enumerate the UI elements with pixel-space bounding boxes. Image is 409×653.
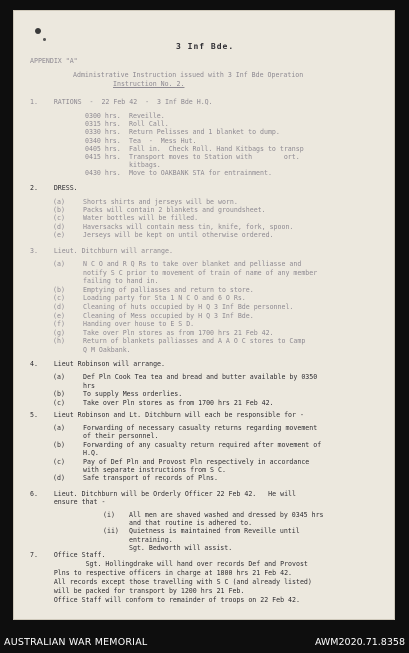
list-text: hrs <box>83 381 95 390</box>
list-text: Return of blankets palliasses and A A O C stores to Camp <box>83 337 306 346</box>
list-label: (ii) <box>103 527 119 536</box>
list-text: Pay of Def Pln and Provost Pln respectively in accordance <box>83 457 310 466</box>
list-text: Water bottles will be filled. <box>83 214 199 223</box>
list-label: (d) <box>53 222 65 231</box>
list-label: (c) <box>53 457 65 466</box>
list-text: with separate instructions from S C. <box>83 466 226 474</box>
list-text: Cleaning of Mess occupied by H Q 3 Inf Bde. <box>83 311 254 320</box>
list-label: (c) <box>53 398 65 407</box>
intro-line: Administrative Instruction issued with 3 Inf Bde Operation <box>73 71 304 79</box>
list-label: (i) <box>103 511 115 519</box>
list-text: Forwarding of any casualty return required after movement of <box>83 440 322 449</box>
list-label: (c) <box>53 294 65 303</box>
list-text: Cleaning of huts occupied by H Q 3 Inf Bde personnel. <box>83 303 294 311</box>
list-text: of their personnel. <box>83 432 159 441</box>
section-7-heading: 7. Office Staff. <box>30 551 106 559</box>
event-cell: kitbags. <box>129 161 161 170</box>
event-cell: Roll Call. <box>129 120 169 129</box>
list-text: and that routine is adhered to. <box>129 519 253 528</box>
event-cell: Transport moves to Station with ort. <box>129 153 300 161</box>
list-label: (g) <box>53 328 65 337</box>
body-line: Sgt. Hollingdrake will hand over records Def and Provost <box>30 560 308 568</box>
list-text: Take over Pln stores as from 1700 hrs 21 Feb 42. <box>83 328 274 337</box>
document-heading: 3 Inf Bde. <box>176 42 235 51</box>
list-text: Loading party for Sta 1 N C O and 6 O Rs. <box>83 294 246 303</box>
list-text: Q M Oakbank. <box>83 346 131 354</box>
section-4-heading: 4. Lieut Robinson will arrange. <box>30 360 165 368</box>
section-6-heading: 6. Lieut. Ditchburn will be Orderly Officer 22 Feb 42. He will <box>30 490 296 498</box>
list-text: Forwarding of necessary casualty returns regarding movement <box>83 424 318 432</box>
list-text: To supply Mess orderlies. <box>83 390 183 399</box>
list-label: (b) <box>53 390 65 399</box>
list-label: (d) <box>53 474 65 483</box>
list-label: (e) <box>53 230 65 239</box>
time-cell: 0340 hrs. <box>85 136 121 145</box>
list-text: entraining. <box>129 535 173 544</box>
list-text: All men are shaved washed and dressed by 0345 hrs <box>129 511 324 519</box>
body-line: Office Staff will conform to remainder of troops on 22 Feb 42. <box>30 596 300 604</box>
list-text: Haversacks will contain mess tin, knife, fork, spoon. <box>83 222 294 231</box>
document-page <box>13 10 395 620</box>
list-text: notify S C prior to movement of train of name of any member <box>83 268 318 277</box>
body-line: All records except those travelling with S C (and already listed) <box>30 578 312 586</box>
list-text: Shorts shirts and jerseys will be worn. <box>83 198 238 206</box>
list-label: (a) <box>53 198 65 206</box>
list-text: Handing over house to E S D. <box>83 320 195 329</box>
footer-credit: AUSTRALIAN WAR MEMORIAL <box>4 637 148 648</box>
section-6-heading-2: ensure that - <box>30 498 106 506</box>
list-text: Def Pln Cook Tea tea and bread and butter available by 0350 <box>83 373 318 381</box>
list-text: H.Q. <box>83 449 99 458</box>
list-text: Sgt. Bedworth will assist. <box>129 543 233 552</box>
time-cell: 0430 hrs. <box>85 169 121 178</box>
event-cell: Return Pelisses and 1 blanket to dump. <box>129 128 280 137</box>
list-label: (f) <box>53 320 65 329</box>
list-label: (b) <box>53 285 65 294</box>
list-text: N C O and R Q Rs to take over blanket and pelliasse and <box>83 260 302 268</box>
section-1-heading: 1. RATIONS - 22 Feb 42 - 3 Inf Bde H.Q. <box>30 98 213 106</box>
list-text: failing to hand in. <box>83 277 159 286</box>
list-label: (b) <box>53 206 65 215</box>
time-cell: 0415 hrs. <box>85 153 121 161</box>
list-label: (c) <box>53 214 65 223</box>
list-text: Jerseys will be kept on until otherwise ordered. <box>83 230 274 239</box>
list-text: Packs will contain 2 blankets and groundsheet. <box>83 206 266 215</box>
list-label: (a) <box>53 424 65 432</box>
list-label: (h) <box>53 337 65 346</box>
body-line: will be packed for transport by 1200 hrs 21 Feb. <box>30 587 245 595</box>
ink-blot <box>43 38 46 41</box>
list-label: (a) <box>53 260 65 268</box>
footer-bar <box>0 634 409 653</box>
list-label: (b) <box>53 440 65 449</box>
list-text: Emptying of palliasses and return to store. <box>83 285 254 294</box>
list-label: (a) <box>53 373 65 381</box>
time-cell: 0330 hrs. <box>85 128 121 137</box>
footer-id: AWM2020.71.8358 <box>314 637 405 648</box>
section-2-heading: 2. DRESS. <box>30 184 78 192</box>
event-cell: Reveille. <box>129 112 165 120</box>
list-text: Take over Pln stores as from 1700 hrs 21 Feb 42. <box>83 398 274 407</box>
section-5-heading: 5. Lieut Robinson and Lt. Ditchburn will each be responsible for - <box>30 411 304 419</box>
section-3-heading: 3. Lieut. Ditchburn will arrange. <box>30 247 173 255</box>
event-cell: Tea - Mess Hut. <box>129 136 197 145</box>
time-cell: 0405 hrs. <box>85 144 121 153</box>
body-line: Plns to respective officers in charge at 1800 hrs 21 Feb 42. <box>30 569 293 577</box>
list-text: Safe transport of records of Plns. <box>83 474 218 483</box>
ink-blot <box>35 28 41 34</box>
time-cell: 0315 hrs. <box>85 120 121 129</box>
list-label: (d) <box>53 303 65 311</box>
intro-line-2: Instruction No. 2. <box>113 80 185 88</box>
time-cell: 0300 hrs. <box>85 112 121 120</box>
event-cell: Fall in. Check Roll. Hand Kitbags to transp <box>129 144 304 153</box>
list-label: (e) <box>53 311 65 320</box>
appendix-label: APPENDIX "A" <box>30 57 78 65</box>
event-cell: Move to OAKBANK STA for entrainment. <box>129 169 272 178</box>
list-text: Quietness is maintained from Reveille until <box>129 527 300 536</box>
